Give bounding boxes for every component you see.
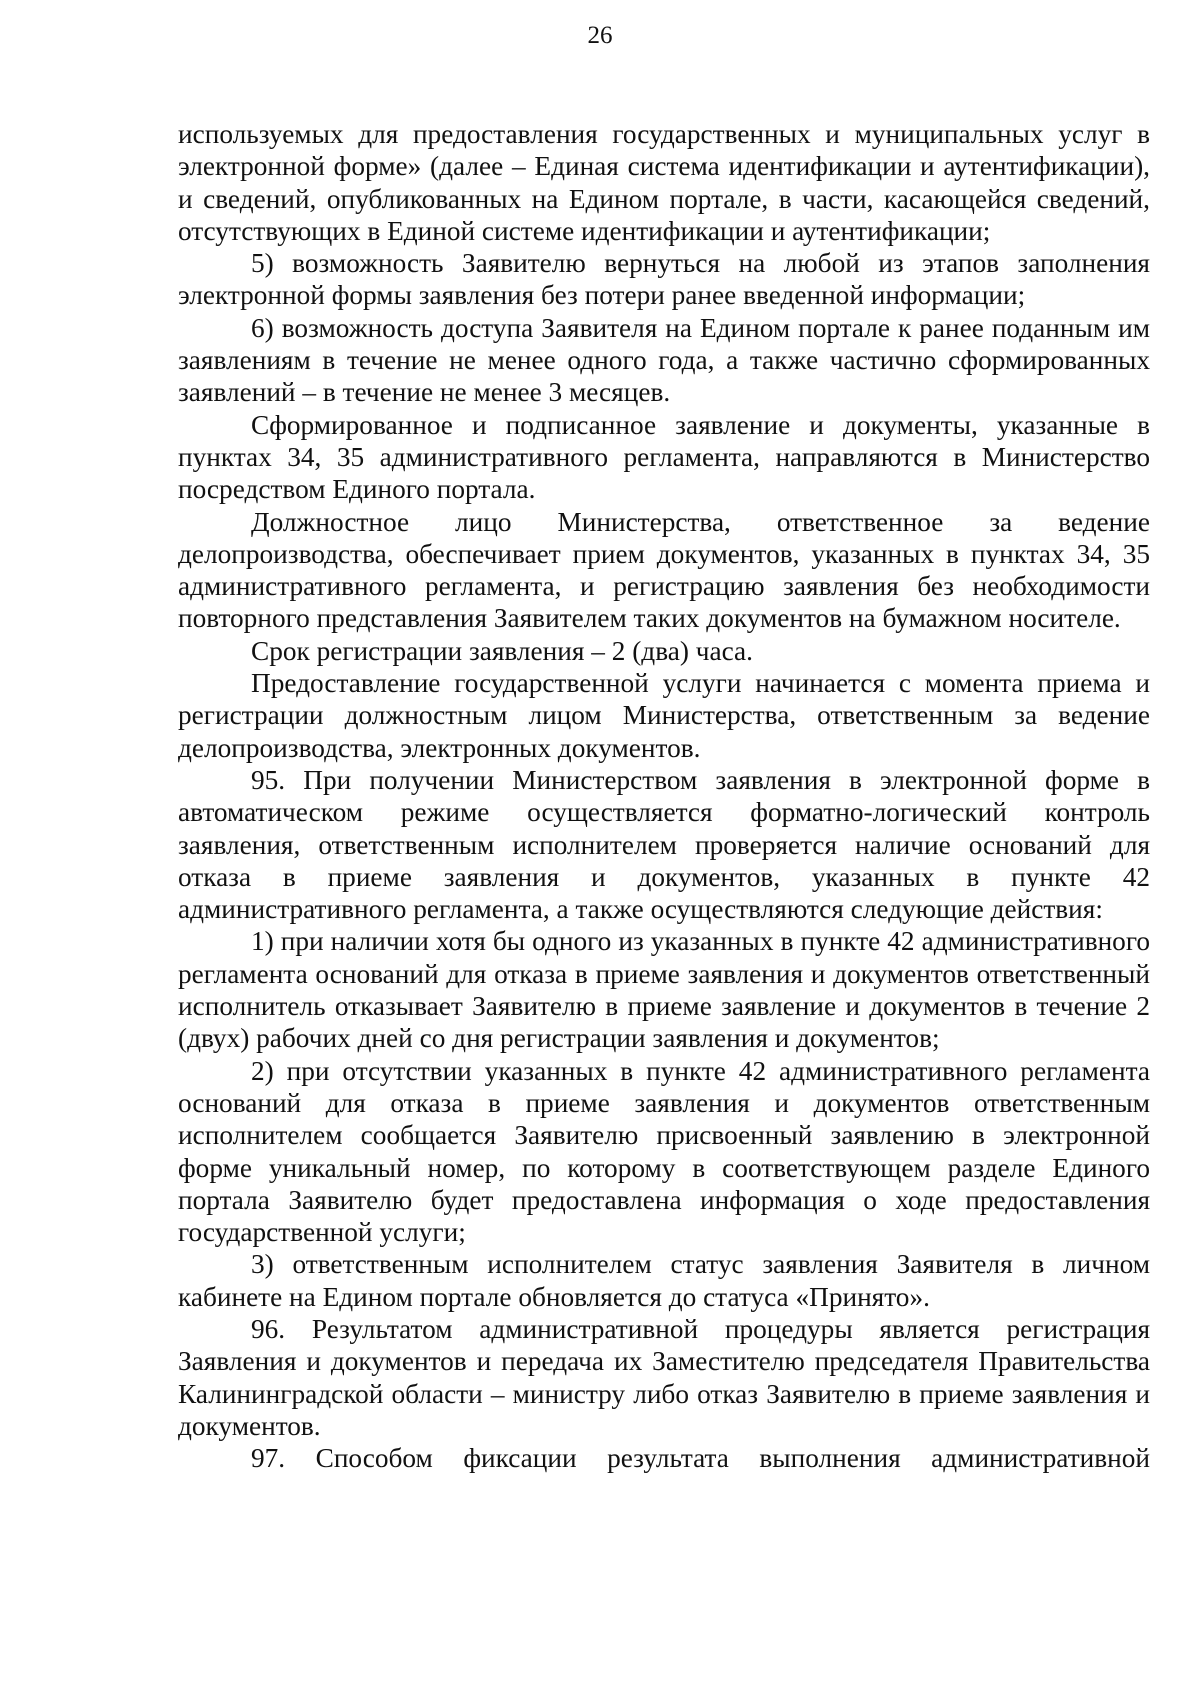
paragraph: используемых для предоставления государственных и муниципальных услуг в электронной форме» (далее – Единая система идентификации и аутентификации), и сведений, опубликованных на Едином портале, в части, касающейся сведений, отсутствующих в Единой системе идентификации и аутентификации; [178,119,1150,246]
paragraph: 3) ответственным исполнителем статус заявления Заявителя в личном кабинете на Едином портале обновляется до статуса «Принято». [178,1249,1150,1312]
paragraph: Сформированное и подписанное заявление и документы, указанные в пунктах 34, 35 административного регламента, направляются в Министерство посредством Единого портала. [178,409,1150,505]
paragraph: 1) при наличии хотя бы одного из указанных в пункте 42 административного регламента оснований для отказа в приеме заявления и документов ответственный исполнитель отказывает Заявителю в приеме заявление и документов в течение 2 (двух) рабочих дней со дня регистрации заявления и документов; [178,926,1150,1054]
paragraph: 2) при отсутствии указанных в пункте 42 административного регламента оснований для отказа в приеме заявления и документов ответственным исполнителем сообщается Заявителю присвоенный заявлению в электронной форме уникальный номер, по которому в соответствующем разделе Единого портала Заявителю будет предоставлена информация о ходе предоставления государственной услуги; [178,1055,1150,1248]
paragraph: Должностное лицо Министерства, ответственное за ведение делопроизводства, обеспечивает прием документов, указанных в пунктах 34, 35 административного регламента, и регистрацию заявления без необходимости повторного представления Заявителем таких документов на бумажном носителе. [178,506,1150,634]
paragraph: Срок регистрации заявления – 2 (два) часа. [251,635,753,666]
paragraph: 6) возможность доступа Заявителя на Едином портале к ранее поданным им заявлениям в течение не менее одного года, а также частично сформированных заявлений – в течение не менее 3 месяцев. [178,312,1150,408]
paragraph: Предоставление государственной услуги начинается с момента приема и регистрации должностным лицом Министерства, ответственным за ведение делопроизводства, электронных документов. [178,668,1150,763]
document-body [178,118,1150,1474]
paragraph-95: 95. При получении Министерством заявления в электронной форме в автоматическом режиме осуществляется форматно-логический контроль заявления, ответственным исполнителем проверяется наличие оснований для отказа в приеме заявления и документов, указанных в пункте 42 административного регламента, а также осуществляются следующие действия: [178,764,1150,925]
paragraph: 5) возможность Заявителю вернуться на любой из этапов заполнения электронной формы заявления без потери ранее введенной информации; [178,248,1150,311]
paragraph-96: 96. Результатом административной процедуры является регистрация Заявления и документов и передача их Заместителю председателя Правительства Калининградской области – министру либо отказ Заявителю в приеме заявления и документов. [178,1313,1150,1441]
paragraph-97: 97. Способом фиксации результата выполнения административной [251,1443,1150,1474]
page-number: 26 [587,22,613,49]
